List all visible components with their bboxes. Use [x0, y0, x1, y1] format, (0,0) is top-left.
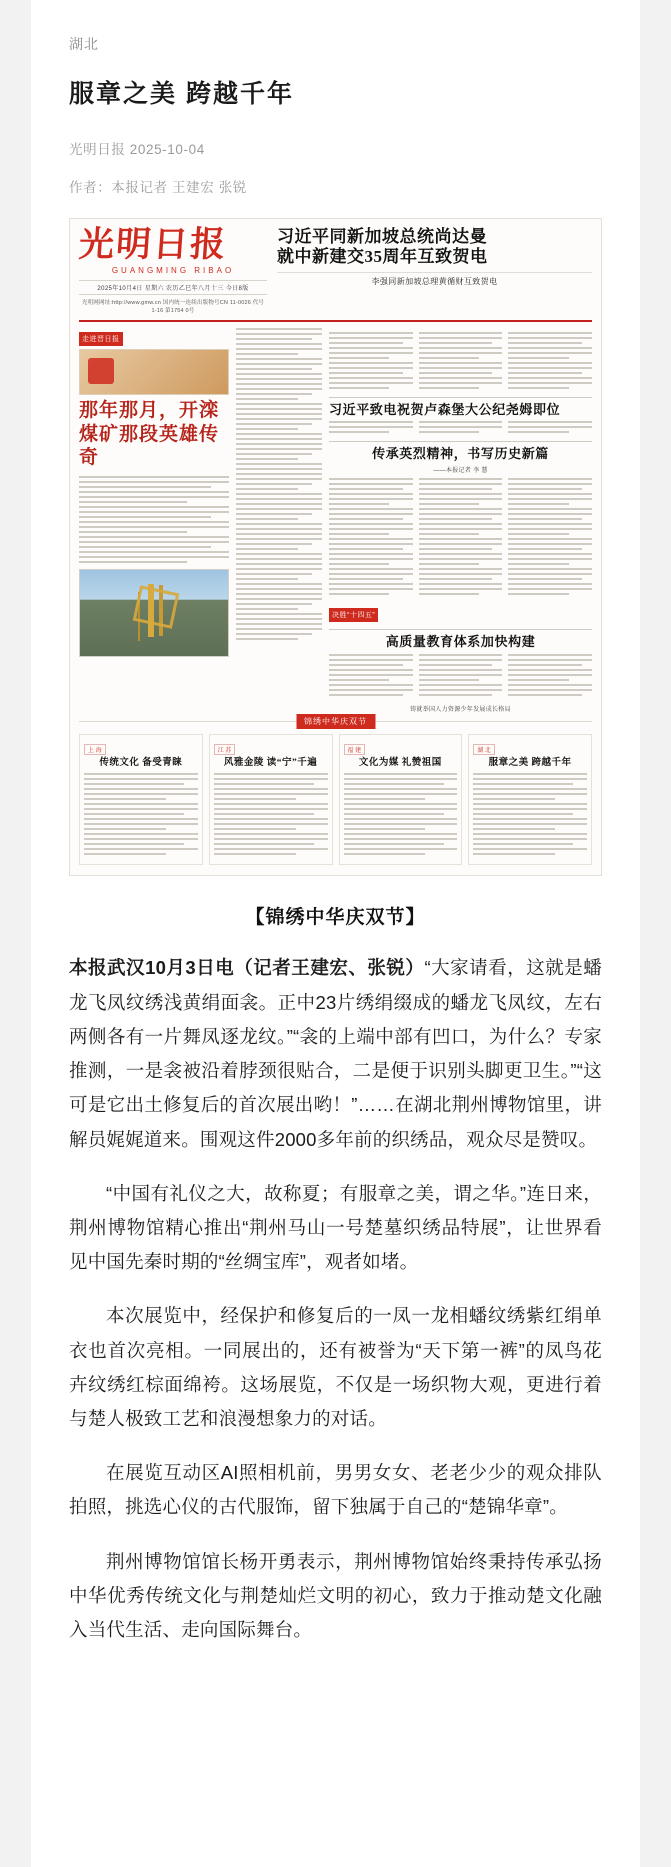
lead-story-body-text [329, 332, 592, 392]
feature-title: 那年那月，开滦煤矿那段英雄传奇 [79, 399, 220, 469]
feature-body-text [79, 476, 229, 563]
newspaper-columns [79, 328, 592, 713]
newspaper-left-column [79, 328, 229, 713]
second-story-headline: 习近平致电祝贺卢森堡大公纪尧姆即位 [329, 397, 592, 418]
feature-banner-image [79, 349, 229, 395]
festival-column-label: 福 建 [344, 744, 366, 755]
festival-column-label: 湖 北 [473, 744, 495, 755]
bottom-story-headline: 高质量教育体系加快构建 [329, 629, 592, 650]
middle-body-text [236, 328, 322, 640]
feature-photo [79, 569, 229, 657]
masthead-pinyin: GUANGMING RIBAO [111, 265, 235, 275]
festival-column-label: 上 海 [84, 744, 106, 755]
mid-story-caption: ——本报记者 李 慧 [433, 467, 488, 474]
source-and-date: 光明日报 2025-10-04 [69, 141, 205, 157]
festival-column-title: 风雅金陵 读“宁”千遍 [223, 757, 318, 768]
festival-column [209, 734, 333, 866]
paragraph-1-text: “大家请看，这就是蟠龙飞凤纹绣浅黄绢面衾。正中23片绣绢缀成的蟠龙飞凤纹，左右两侧各有一片舞凤逐龙纹。”“衾的上端中部有凹口，为什么？专家推测，一是衾被沿着脖颈很贴合，二是便于识别头脚更卫生。”“这可是它出土修复后的首次展出哟！”……在湖北荆州博物馆里，讲解员娓娓道来。围观这件2000多年前的织绣品，观众尽是赞叹。 [69, 957, 602, 1150]
festival-column-title: 传统文化 备受青睐 [99, 757, 183, 768]
dateline: 本报武汉10月3日电（记者王建宏、张锐） [69, 957, 425, 979]
feature-section-tag: 走进晋日报 [79, 332, 123, 346]
bottom-story-caption: 铸就举国人力资源少年发展成长格局 [410, 706, 511, 713]
page-title: 服章之美 跨越千年 [69, 80, 294, 108]
lead-story-head [277, 227, 592, 287]
bottom-section-tag: 决胜“十四五” [329, 608, 378, 622]
article-body [69, 951, 602, 1647]
masthead-url-line: 光明网网址:http://www.gmw.cn 国内统一连续出版物号CN 11-0026 代号 1-16 第1754 0号 [81, 299, 265, 314]
mid-story-headline: 传承英烈精神，书写历史新篇 [329, 441, 592, 462]
festival-strip [79, 716, 592, 866]
festival-column-title: 文化为媒 礼赞祖国 [358, 757, 442, 768]
newspaper-right-column [329, 328, 592, 713]
region-kicker: 湖北 [69, 36, 99, 52]
festival-columns [79, 734, 592, 866]
bottom-story-body-text [329, 654, 592, 699]
festival-column-label: 江 苏 [214, 744, 236, 755]
paragraph-1 [69, 951, 602, 1156]
newspaper-masthead-row [77, 224, 592, 322]
festival-column [468, 734, 592, 866]
paragraph-3: 本次展览中，经保护和修复后的一凤一龙相蟠纹绣紫红绢单衣也首次亮相。一同展出的，还有被誉为“天下第一裤”的凤鸟花卉纹绣红棕面绵袴。这场展览，不仅是一场织物大观，更进行着与楚人极致工艺和浪漫想象力的对话。 [69, 1305, 602, 1430]
lead-story-headline: 习近平同新加坡总统尚达曼 就中新建交35周年互致贺电 [277, 226, 488, 267]
festival-column [339, 734, 463, 866]
newspaper-middle-column [236, 328, 322, 713]
byline: 作者：本报记者 王建宏 张锐 [69, 179, 247, 195]
newspaper-front-page-image[interactable] [69, 218, 602, 877]
article-page [31, 0, 640, 1867]
festival-column-title: 服章之美 跨越千年 [488, 757, 572, 768]
section-title: 【锦绣中华庆双节】 [245, 907, 426, 929]
mid-story-body-text [329, 478, 592, 598]
paragraph-4: 在展览互动区AI照相机前，男男女女、老老少少的观众排队拍照，挑选心仪的古代服饰，留下独属于自己的“楚锦华章”。 [69, 1462, 602, 1518]
masthead [77, 224, 267, 314]
festival-tag: 锦绣中华庆双节 [296, 714, 375, 729]
second-story-body-text [329, 421, 592, 436]
paragraph-5: 荆州博物馆馆长杨开勇表示，荆州博物馆始终秉持传承弘扬中华优秀传统文化与荆楚灿烂文明的初心，致力于推动楚文化融入当代生活、走向国际舞台。 [69, 1550, 602, 1641]
masthead-date-line: 2025年10月4日 星期六 农历乙巳年八月十三 今日8版 [79, 280, 267, 295]
paragraph-2: “中国有礼仪之大，故称夏；有服章之美，谓之华。”连日来，荆州博物馆精心推出“荆州马山一号楚墓织绣品特展”，让世界看见中国先秦时期的“丝绸宝库”，观者如堵。 [69, 1182, 602, 1273]
lead-story-subhead: 李强同新加坡总理黄循财互致贺电 [277, 272, 592, 287]
masthead-title: 光明日报 [77, 224, 229, 264]
festival-column [79, 734, 203, 866]
